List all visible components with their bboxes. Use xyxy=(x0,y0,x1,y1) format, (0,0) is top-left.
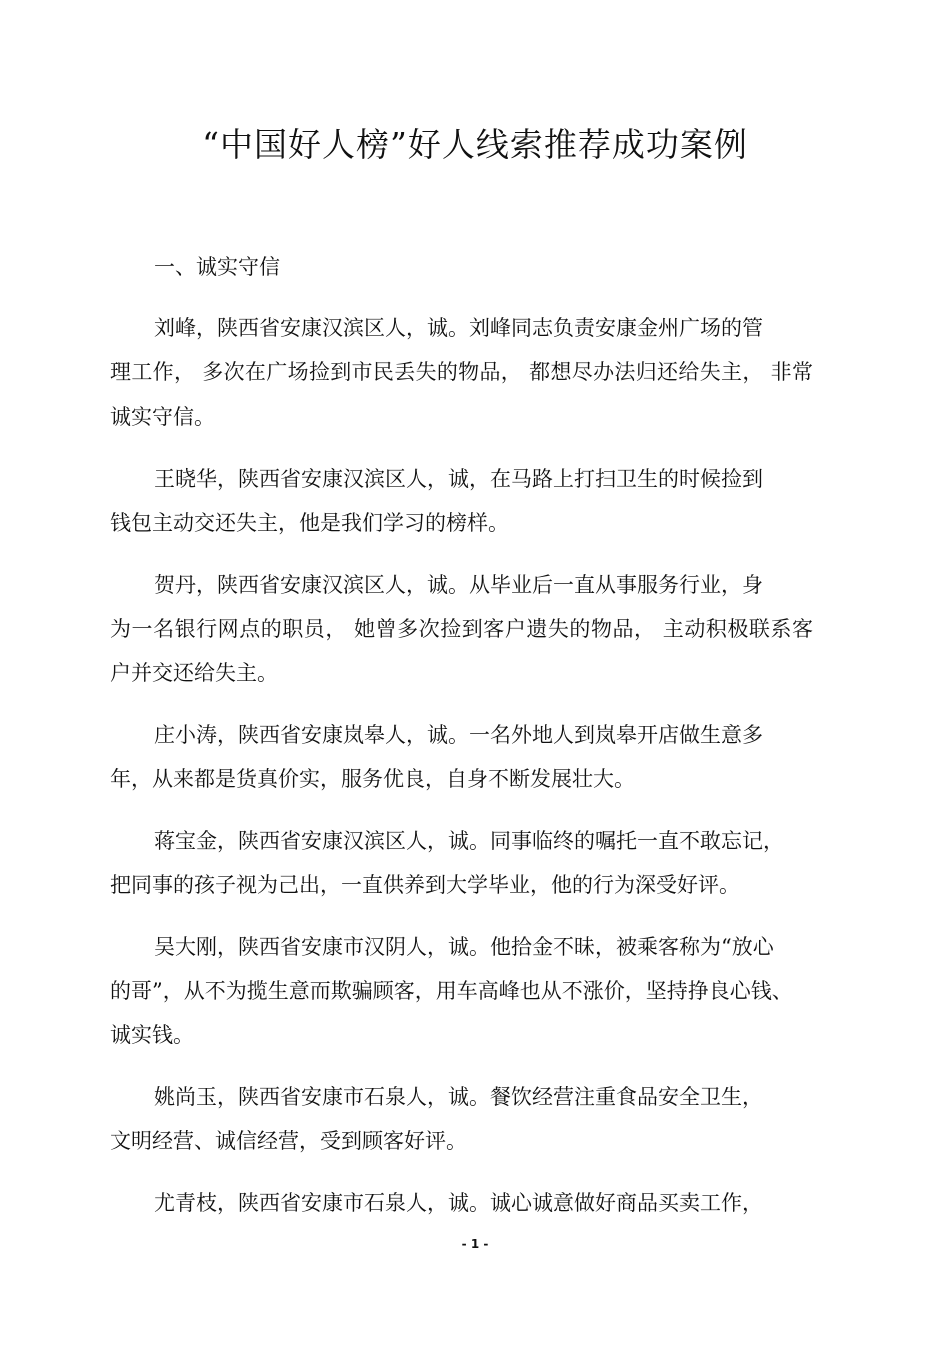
paragraph-line: 诚实钱。 xyxy=(110,1023,194,1047)
paragraph-line: 刘峰，陕西省安康汉滨区人，诚。刘峰同志负责安康金州广场的管 xyxy=(154,316,763,340)
page-number: - 1 - xyxy=(461,1237,489,1251)
paragraph-line: 钱包主动交还失主，他是我们学习的榜样。 xyxy=(110,511,509,535)
paragraph-line: 的哥”，从不为揽生意而欺骗顾客，用车高峰也从不涨价，坚持挣良心钱、 xyxy=(110,979,793,1003)
paragraph-line: 户并交还给失主。 xyxy=(110,661,278,685)
paragraph-line: 庄小涛，陕西省安康岚皋人，诚。一名外地人到岚皋开店做生意多 xyxy=(154,723,763,747)
paragraph-line: 理工作， 多次在广场捡到市民丢失的物品， 都想尽办法归还给失主， 非常 xyxy=(110,360,813,384)
document-title: “中国好人榜”好人线索推荐成功案例 xyxy=(202,125,748,164)
paragraph-line: 贺丹，陕西省安康汉滨区人，诚。从毕业后一直从事服务行业，身 xyxy=(154,573,763,597)
paragraph-line: 诚实守信。 xyxy=(110,405,215,429)
paragraph-line: 文明经营、诚信经营，受到顾客好评。 xyxy=(110,1129,467,1153)
section-heading: 一、诚实守信 xyxy=(154,255,280,279)
paragraph-line: 把同事的孩子视为己出，一直供养到大学毕业，他的行为深受好评。 xyxy=(110,873,740,897)
paragraph-line: 为一名银行网点的职员， 她曾多次捡到客户遗失的物品， 主动积极联系客 xyxy=(110,617,813,641)
paragraph-line: 蒋宝金，陕西省安康汉滨区人，诚。同事临终的嘱托一直不敢忘记， xyxy=(154,829,784,853)
paragraph-line: 年，从来都是货真价实，服务优良，自身不断发展壮大。 xyxy=(110,767,635,791)
paragraph-line: 尤青枝，陕西省安康市石泉人，诚。诚心诚意做好商品买卖工作， xyxy=(154,1191,763,1215)
paragraph-line: 吴大刚，陕西省安康市汉阴人，诚。他拾金不昧，被乘客称为“放心 xyxy=(154,935,774,959)
paragraph-line: 王晓华，陕西省安康汉滨区人，诚，在马路上打扫卫生的时候捡到 xyxy=(154,467,763,491)
paragraph-line: 姚尚玉，陕西省安康市石泉人，诚。餐饮经营注重食品安全卫生， xyxy=(154,1085,763,1109)
